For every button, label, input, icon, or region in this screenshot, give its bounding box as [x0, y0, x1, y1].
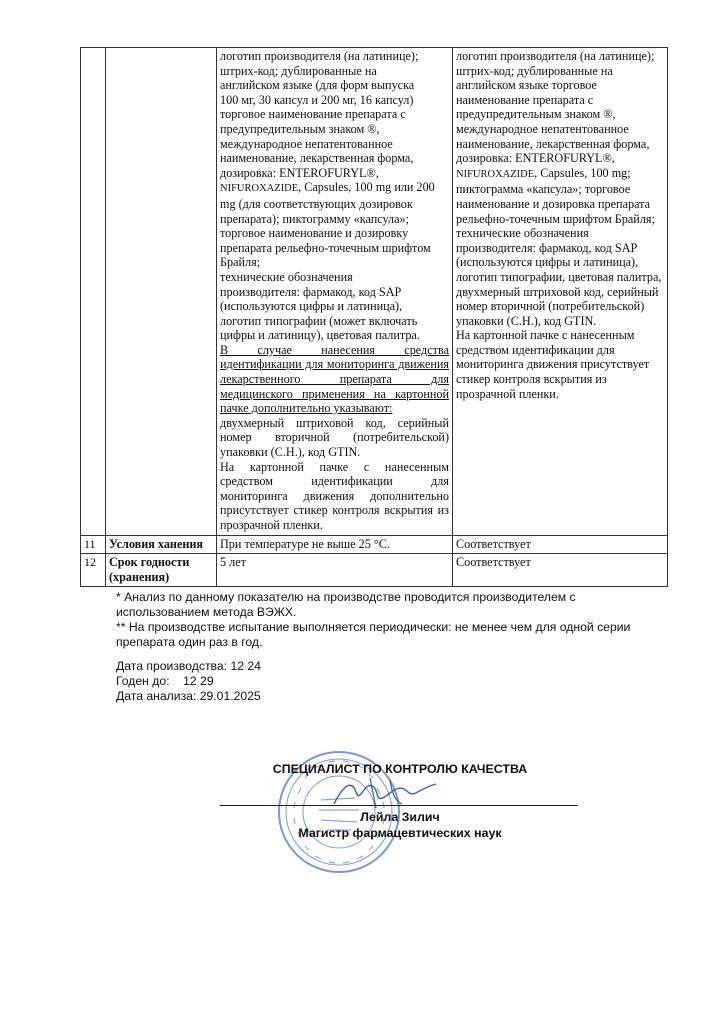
text-line: логотип производителя (на латинице);: [456, 49, 655, 63]
specialist-title: СПЕЦИАЛИСТ ПО КОНТРОЛЮ КАЧЕСТВА: [272, 762, 528, 776]
result-lines-2: [456, 182, 664, 401]
requirement-underlined: В случае нанесения средства идентификации для мониторинга движения лекарственного препарата для медицинского применения на картонной пачке дополнительно указывают:: [220, 342, 449, 416]
cell-result: [453, 48, 668, 536]
table-row-continuation: [81, 48, 668, 536]
text-line: английском языке торговое: [456, 78, 597, 93]
text-line: мониторинга движения присутствует: [456, 357, 650, 372]
text-line: средством идентификации для: [456, 342, 615, 357]
text-line: логотип производителя (на латинице);: [220, 49, 419, 63]
text-line: На картонной пачке с нанесенным: [456, 328, 635, 343]
row-requirement: 5 лет: [217, 554, 453, 587]
text-line: двухмерный штриховой код, серийный: [456, 284, 659, 299]
text-line: международное непатентованное: [456, 121, 629, 136]
signatory-name: Лейла Зилич: [360, 810, 440, 824]
text-line: 100 мг, 30 капсул и 200 мг, 16 капсул): [220, 92, 414, 107]
text-line: международное непатентованное: [220, 136, 393, 151]
text-line: дозировка: ENTEROFURYL®,: [220, 165, 379, 180]
table-row-12: [81, 554, 668, 587]
text-line: (используются цифры и латиница),: [456, 255, 639, 270]
analysis-date: Дата анализа: 29.01.2025: [116, 689, 261, 703]
footnote-hplc: * Анализ по данному показателю на производстве проводится производителем с использованием метода ВЭЖХ.: [116, 590, 576, 619]
text-line: штрих-код; дублированные на: [456, 63, 613, 78]
row-requirement: При температуре не выше 25 °С.: [217, 535, 453, 554]
text-line: производителя: фармакод, код SAP: [456, 240, 638, 255]
result-caps-tail: , Capsules, 100 mg;: [534, 165, 631, 180]
row-number: 11: [81, 535, 106, 554]
requirement-final: На картонной пачке с нанесенным средством идентификации для мониторинга движения дополнительно присутствует стикер контроля вскрытия из прозрачной пленки.: [220, 459, 449, 532]
requirement-caps-line: [220, 180, 449, 197]
text-line: торговое наименование и дозировку: [220, 226, 409, 241]
signature-line: [220, 805, 578, 806]
row-result: Соответствует: [453, 554, 668, 587]
requirement-caps-tail: , Capsules, 100 mg или 200: [298, 180, 435, 195]
row-result: Соответствует: [453, 535, 668, 554]
footnote-periodic: ** На производстве испытание выполняется периодически: не менее чем для одной серии препарата один раз в год.: [116, 620, 631, 649]
text-line: наименование, лекарственная форма,: [220, 151, 414, 166]
text-line: препарата); пиктограмму «капсула»;: [220, 211, 410, 226]
text-line: технические обозначения: [456, 226, 589, 241]
table-row-11: [81, 535, 668, 554]
text-line: наименование и дозировка препарата: [456, 196, 651, 211]
text-line: логотип типографии, цветовая палитра,: [456, 269, 662, 284]
cell-num-empty: [81, 48, 106, 536]
footnotes: [116, 590, 636, 650]
text-line: предупредительным знаком ®,: [456, 107, 616, 122]
text-line: наименование, лекарственная форма,: [456, 136, 650, 151]
text-line: цифры и латиницу), цветовая палитра.: [220, 328, 420, 343]
requirement-after: двухмерный штриховой код, серийный номер вторичной (потребительской) упаковки (С.Н.), код GTIN.: [220, 415, 449, 460]
text-line: пиктограмма «капсула»; торговое: [456, 182, 631, 197]
text-line: препарата рельефно-точечным шрифтом: [220, 240, 431, 255]
text-line: английском языке (для форм выпуска: [220, 78, 415, 93]
specification-table: [80, 47, 668, 587]
requirement-lines-2: [220, 197, 449, 343]
text-line: технические обозначения: [220, 269, 353, 284]
text-line: предупредительным знаком ®,: [220, 121, 380, 136]
result-caps-line: [456, 166, 664, 183]
text-line: производителя: фармакод, код SAP: [220, 284, 402, 299]
handwritten-signature-icon: [330, 774, 440, 814]
cell-name-empty: [106, 48, 217, 536]
requirement-lines-1: [220, 49, 449, 180]
expiry-date: Годен до: 12 29: [116, 674, 214, 688]
dates-block: [116, 659, 416, 704]
text-line: (используются цифры и латиница),: [220, 299, 403, 314]
row-parameter: Условия ханения: [106, 535, 217, 554]
result-caps: NIFUROXAZIDE: [456, 168, 535, 180]
row-parameter: Срок годности (хранения): [106, 554, 217, 587]
row-number: 12: [81, 554, 106, 587]
signatory-degree: Магистр фармацевтических наук: [298, 826, 502, 840]
text-line: наименование препарата с: [456, 92, 594, 107]
text-line: прозрачной пленки.: [456, 386, 559, 401]
text-line: номер вторичной (потребительской): [456, 299, 645, 314]
result-lines-1: [456, 49, 664, 166]
text-line: штрих-код; дублированные на: [220, 63, 377, 78]
text-line: торговое наименование препарата с: [220, 107, 406, 122]
text-line: дозировка: ENTEROFURYL®,: [456, 151, 615, 166]
text-line: стикер контроля вскрытия из: [456, 372, 607, 387]
requirement-caps: NIFUROXAZIDE: [220, 183, 299, 195]
text-line: логотип типографии (может включать: [220, 313, 418, 328]
text-line: упаковки (С.Н.), код GTIN.: [456, 313, 597, 328]
production-date: Дата производства: 12 24: [116, 659, 261, 673]
text-line: рельефно-точечным шрифтом Брайля;: [456, 211, 655, 226]
text-line: mg (для соответствующих дозировок: [220, 196, 413, 211]
text-line: Брайля;: [220, 255, 261, 270]
cell-requirement: [217, 48, 453, 536]
